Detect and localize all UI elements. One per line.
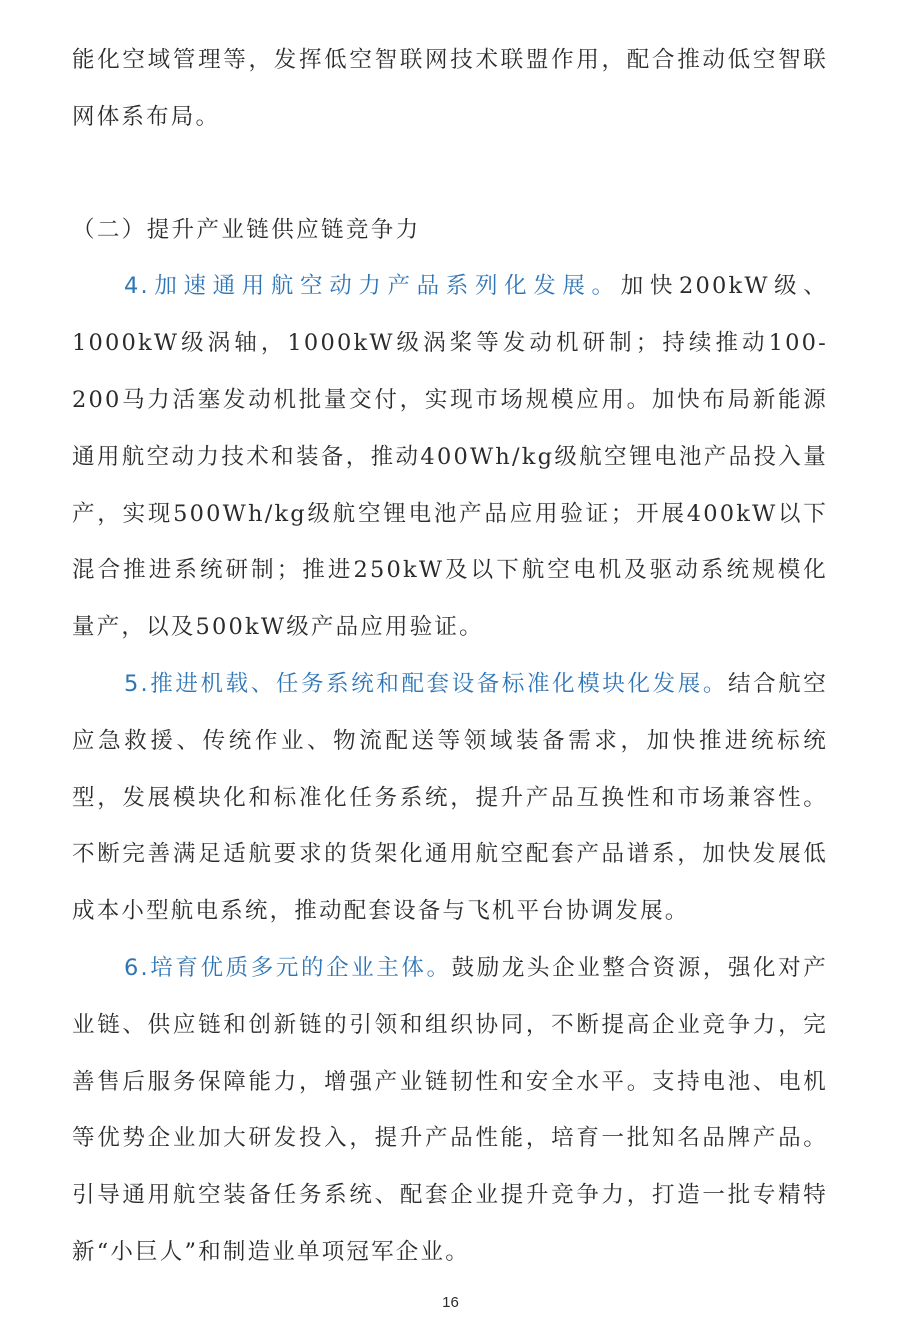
section-heading: （二）提升产业链供应链竞争力 [72,216,421,243]
continuation-paragraph: 能化空域管理等，发挥低空智联网技术联盟作用，配合推动低空智联网体系布局。 [72,47,828,130]
item-lead-4: 4.加速通用航空动力产品系列化发展。 [124,273,621,300]
item-paragraph-4 [72,258,828,656]
item-body-6: 鼓励龙头企业整合资源，强化对产业链、供应链和创新链的引领和组织协同，不断提高企业竞争力，完善售后服务保障能力，增强产业链韧性和安全水平。支持电池、电机等优势企业加大研发投入，提升产品性能，培育一批知名品牌产品。引导通用航空装备任务系统、配套企业提升竞争力，打造一批专精特新“小巨人”和制造业单项冠军企业。 [72,954,828,1265]
page-number: 16 [442,1294,459,1311]
item-paragraph-5 [72,656,828,940]
item-body-4: 加快200kW级、1000kW级涡轴，1000kW级涡桨等发动机研制；持续推动100-200马力活塞发动机批量交付，实现市场规模应用。加快布局新能源通用航空动力技术和装备，推动400Wh/kg级航空锂电池产品投入量产，实现500Wh/kg级航空锂电池产品应用验证；开展400kW以下混合推进系统研制；推进250kW及以下航空电机及驱动系统规模化量产，以及500kW级产品应用验证。 [72,273,828,641]
item-lead-6: 6.培育优质多元的企业主体。 [124,954,452,981]
item-lead-5: 5.推进机载、任务系统和配套设备标准化模块化发展。 [124,670,728,697]
item-body-5: 结合航空应急救援、传统作业、物流配送等领域装备需求，加快推进统标统型，发展模块化和标准化任务系统，提升产品互换性和市场兼容性。不断完善满足适航要求的货架化通用航空配套产品谱系，加快发展低成本小型航电系统，推动配套设备与飞机平台协调发展。 [72,670,829,925]
document-page [72,32,828,1281]
item-paragraph-6 [72,940,828,1281]
